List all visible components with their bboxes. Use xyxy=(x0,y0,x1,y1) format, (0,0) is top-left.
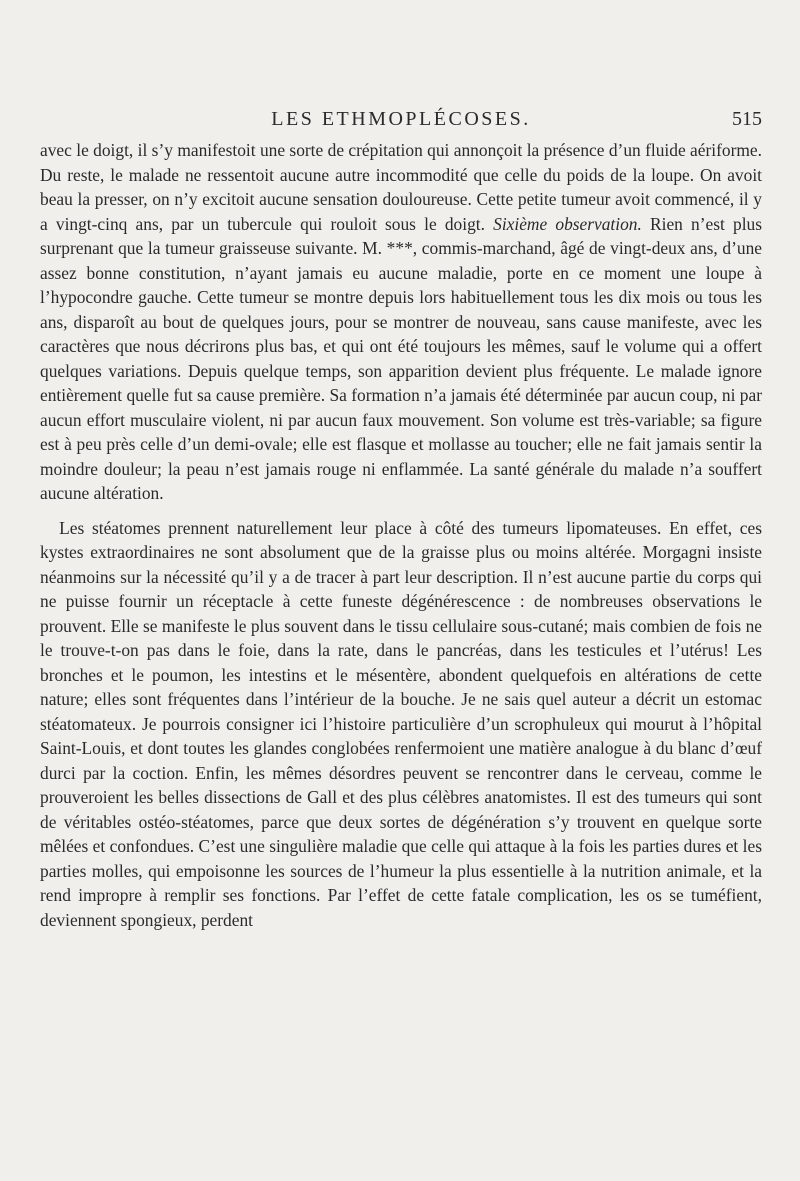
running-title: LES ETHMOPLÉCOSES. xyxy=(271,108,531,130)
paragraph-continuation xyxy=(40,138,762,506)
page-number: 515 xyxy=(732,108,762,130)
observation-heading: Sixième observation. xyxy=(493,213,642,234)
paragraph-text: Rien n’est plus surprenant que la tumeur graisseuse suivante. M. ***, commis-marchand, âgé de vingt-deux ans, d’une assez bonne constitution, n’ayant jamais eu aucune maladie, porte en ce moment une loupe à l’hypocondre gauche. Cette tumeur se montre depuis lors habituellement tous les dix mois ou tous les ans, disparoît au bout de quelques jours, pour se montrer de nouveau, sans cause manifeste, avec les caractères que nous décrirons plus bas, et qui ont été toujours les mêmes, sauf le volume qui a offert quelques variations. Depuis quelque temps, son apparition devient plus fréquente. Le malade ignore entièrement quelle fut sa cause première. Sa formation n’a jamais été déterminée par aucun coup, ni par aucun effort musculaire violent, ni par aucun faux mouvement. Son volume est très-variable; sa figure est à peu près celle d’un demi-ovale; elle est flasque et mollasse au toucher; elle ne fait jamais sentir la moindre douleur; la peau n’est jamais rouge ni enflammée. La santé générale du malade n’a souffert aucune altération. xyxy=(40,213,763,503)
paragraph-steatomes: Les stéatomes prennent naturellement leur place à côté des tumeurs lipomateuses. En effet, ces kystes extraordinaires ne sont absolument que de la graisse plus ou moins altérée. Morgagni insiste néanmoins sur la nécessité qu’il y a de tracer à part leur description. Il n’est aucune partie du corps qui ne puisse fournir un réceptacle à cette funeste dégénérescence : de nombreuses observations le prouvent. Elle se manifeste le plus souvent dans le tissu cellulaire sous-cutané; mais combien de fois ne le trouve-t-on pas dans le foie, dans la rate, dans le pancréas, dans les testicules et l’utérus! Les bronches et le poumon, les intestins et le mésentère, abondent quelquefois en altérations de cette nature; elles sont fréquentes dans l’intérieur de la bouche. Je ne sais quel auteur a décrit un estomac stéatomateux. Je pourrois consigner ici l’histoire particulière d’un scrophuleux qui mourut à l’hôpital Saint-Louis, et dont toutes les glandes conglobées renfermoient une matière analogue à du blanc d’œuf durci par la coction. Enfin, les mêmes désordres peuvent se rencontrer dans le cerveau, comme le prouveroient les belles dissections de Gall et des plus célèbres anatomistes. Il est des tumeurs qui sont de véritables ostéo-stéatomes, parce que deux sortes de dégénération s’y trouvent en quelque sorte mêlées et confondues. C’est une singulière maladie que celle qui attaque à la fois les parties dures et les parties molles, qui empoisonne les sources de l’humeur la plus essentielle à la nutrition animale, et la rend impropre à remplir ses fonctions. Par l’effet de cette fatale complication, les os se tuméfient, deviennent spongieux, perdent xyxy=(40,517,762,930)
body-text xyxy=(40,138,762,932)
page-header xyxy=(40,104,762,134)
paragraph-text: avec le doigt, il s’y manifestoit une sorte de crépitation qui annonçoit la présence d’un fluide aériforme. Du reste, le malade ne ressentoit aucune autre incommodité que celle du poids de la loupe. On avoit beau la presser, on n’y excitoit aucune sensation douloureuse. Cette petite tumeur avoit commencé, il y a vingt-cinq ans, par un tubercule qui rouloit sous le doigt. xyxy=(40,140,762,234)
